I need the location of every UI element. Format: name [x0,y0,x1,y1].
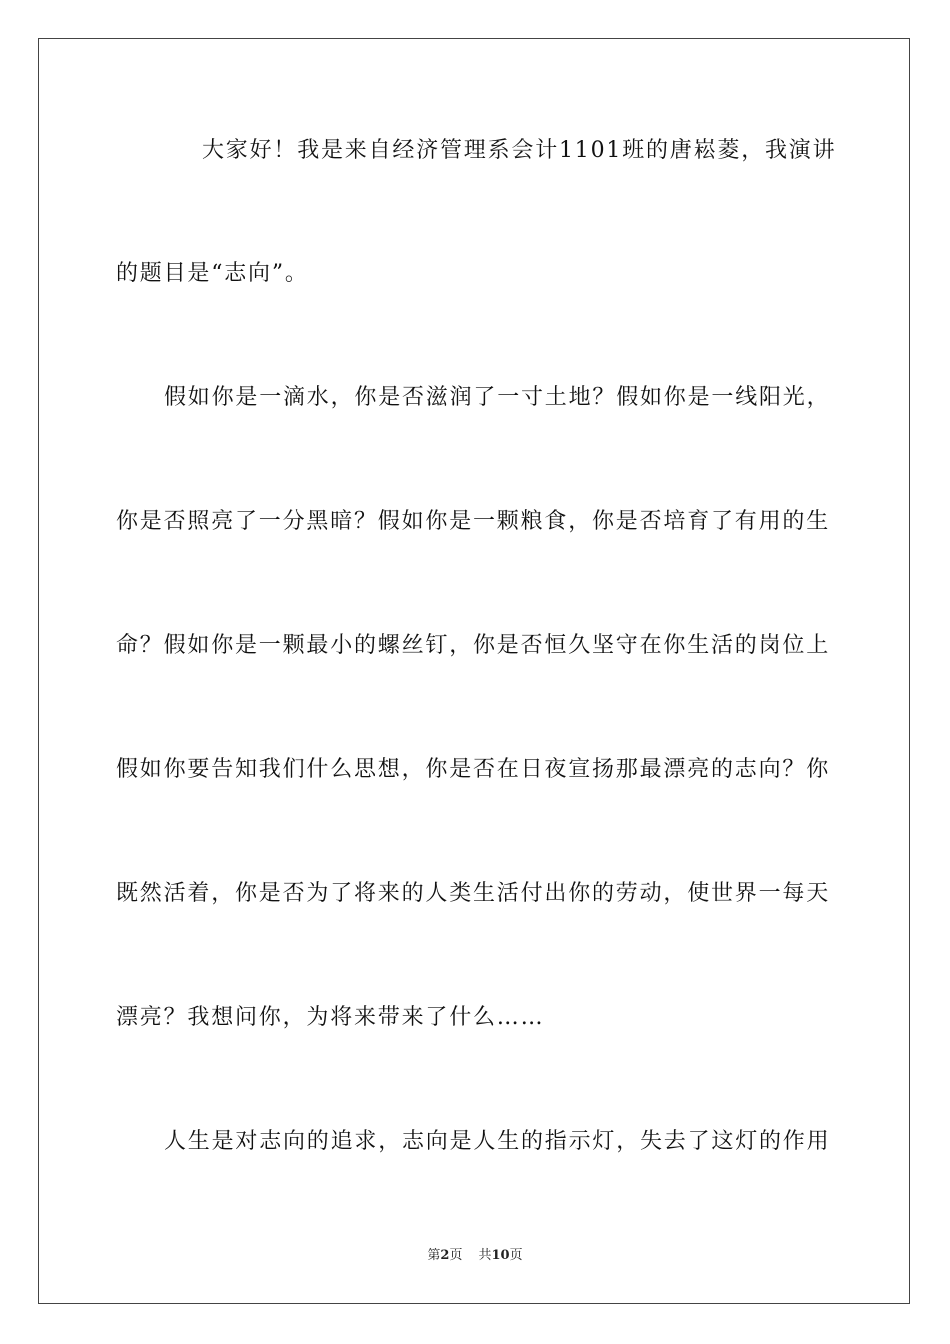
paragraph-2-line-1: 假如你是一滴水，你是否滋润了一寸土地？假如你是一线阳光， [164,385,831,410]
paragraph-2-line-5: 既然活着，你是否为了将来的人类生活付出你的劳动，使世界一每天 [116,881,831,906]
paragraph-3-line-1: 人生是对志向的追求，志向是人生的指示灯，失去了这灯的作用 [164,1129,831,1154]
paragraph-2-line-3: 命？假如你是一颗最小的螺丝钉，你是否恒久坚守在你生活的岗位上 [116,633,831,658]
page-number: 2 [440,1248,450,1263]
page-border [38,38,910,1304]
paragraph-1-line-2: 的题目是“志向”。 [116,261,309,286]
paragraph-1-line-1: 大家好！我是来自经济管理系会计1101班的唐崧菱，我演讲 [202,138,837,163]
total-suffix: 页 [509,1248,523,1263]
page-suffix: 页 [449,1248,463,1263]
paragraph-2-line-6: 漂亮？我想问你，为将来带来了什么…… [116,1005,545,1030]
page-prefix: 第 [427,1248,441,1263]
paragraph-2-line-4: 假如你要告知我们什么思想，你是否在日夜宣扬那最漂亮的志向？你 [116,757,831,782]
total-prefix: 共 [478,1248,492,1263]
page-footer [0,1247,950,1265]
paragraph-2-line-2: 你是否照亮了一分黑暗？假如你是一颗粮食，你是否培育了有用的生 [116,509,831,534]
total-pages: 10 [491,1248,510,1263]
